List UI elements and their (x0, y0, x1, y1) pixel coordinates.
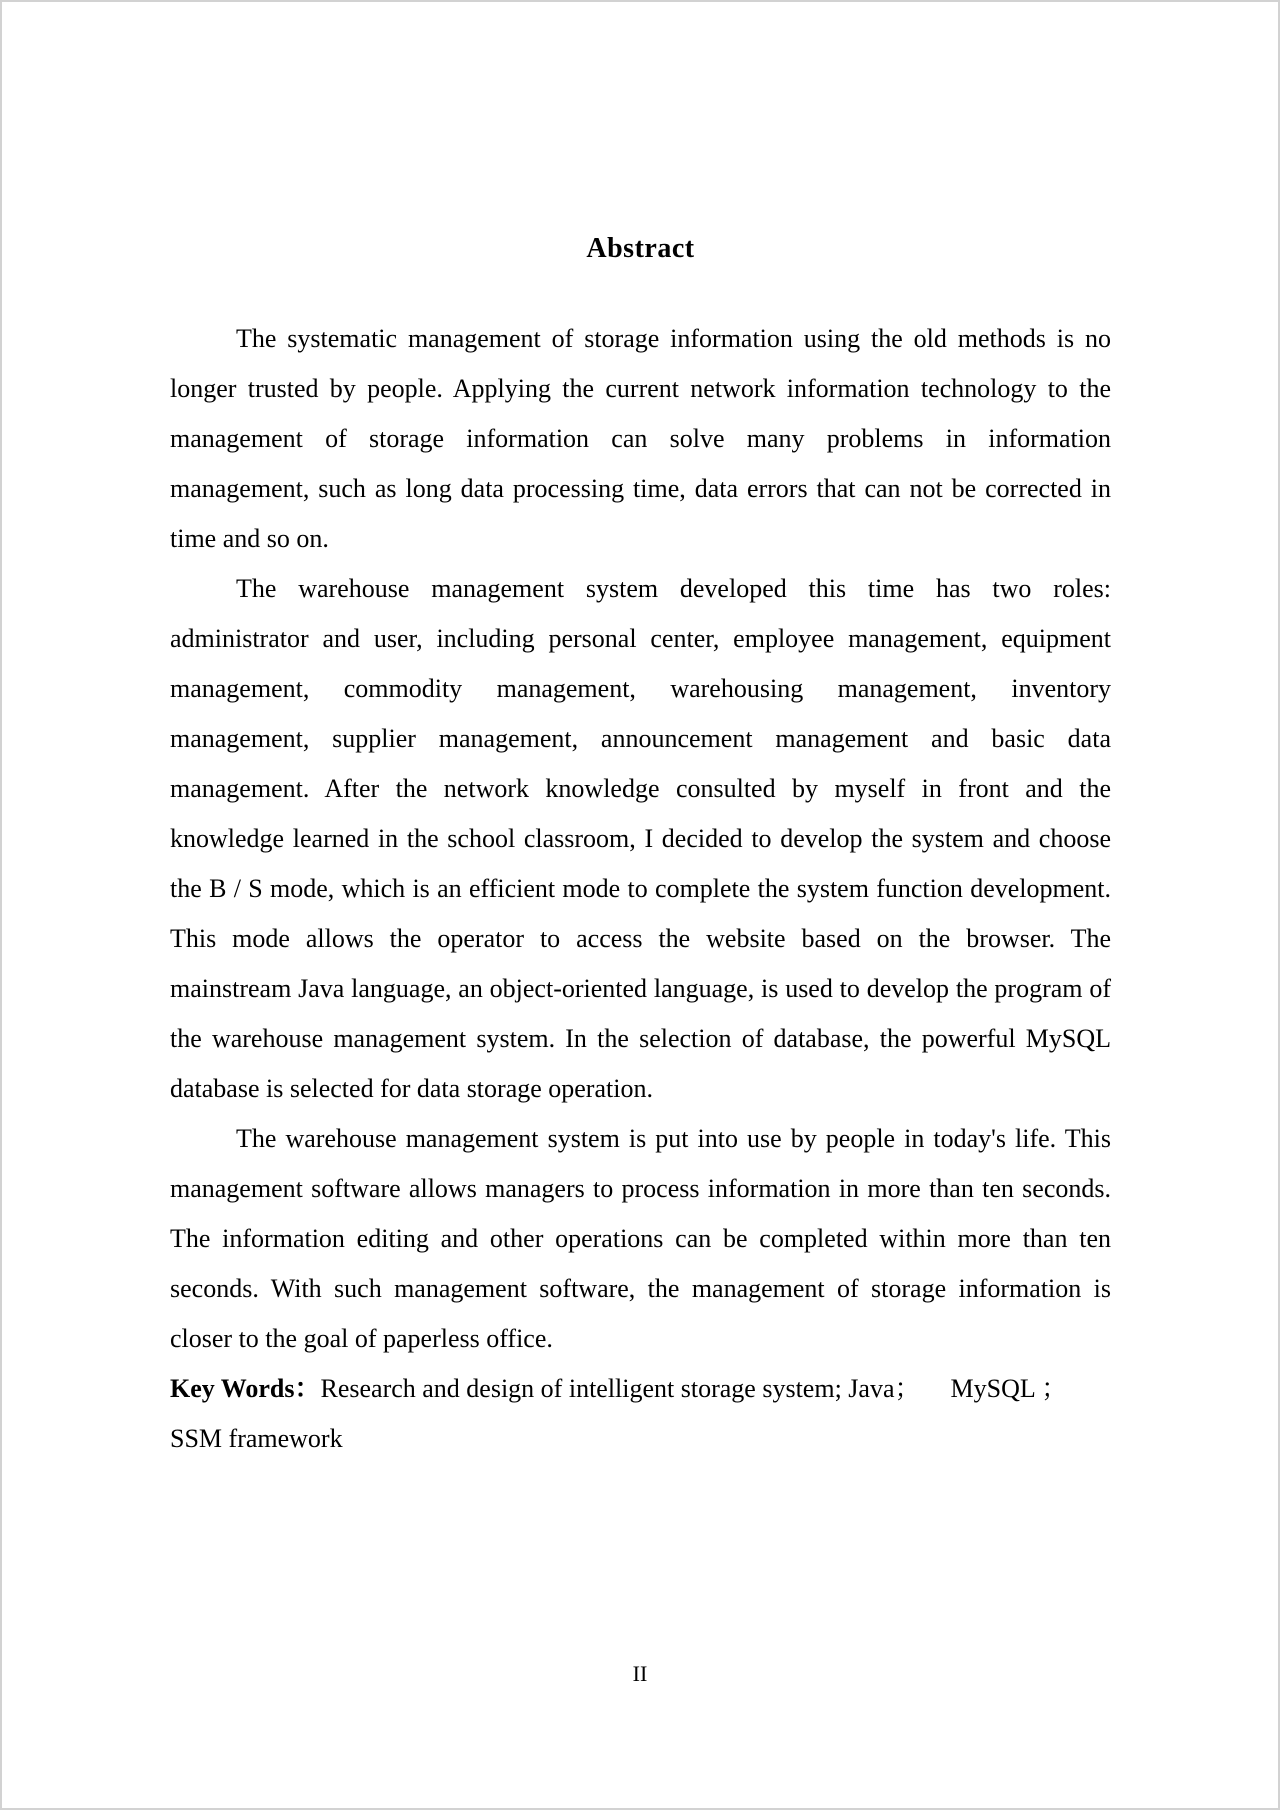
page-content (2, 2, 1278, 1808)
keywords-line-2 (170, 1414, 1111, 1464)
keywords-text-mysql: MySQL ； (950, 1374, 1068, 1403)
keywords-text: Research and design of intelligent storage system; Java； (320, 1374, 921, 1403)
paragraph-2: The warehouse management system developed this time has two roles: administrator and user, including personal center, employee management, equipment management, commodity management, warehousing management, inventory management, supplier management, announcement management and basic data management. After the network knowledge consulted by myself in front and the knowledge learned in the school classroom, I decided to develop the system and choose the B / S mode, which is an efficient mode to complete the system function development. This mode allows the operator to access the website based on the browser. The mainstream Java language, an object-oriented language, is used to develop the program of the warehouse management system. In the selection of database, the powerful MySQL database is selected for data storage operation. (170, 574, 1111, 1103)
paragraph-3: The warehouse management system is put into use by people in today's life. This management software allows managers to process information in more than ten seconds. The information editing and other operations can be completed within more than ten seconds. With such management software, the management of storage information is closer to the goal of paperless office. (170, 1124, 1111, 1353)
keywords-text-ssm: SSM framework (170, 1424, 343, 1453)
abstract-body (170, 314, 1111, 1464)
page-number: II (632, 1661, 648, 1686)
keywords-label: Key Words： (170, 1374, 321, 1403)
keywords-block (170, 1364, 1111, 1464)
page-title: Abstract (586, 233, 695, 264)
keywords-line (170, 1364, 1111, 1414)
paragraph-1: The systematic management of storage information using the old methods is no longer trusted by people. Applying the current network information technology to the management of storage information can solve many problems in information management, such as long data processing time, data errors that can not be corrected in time and so on. (170, 324, 1111, 553)
